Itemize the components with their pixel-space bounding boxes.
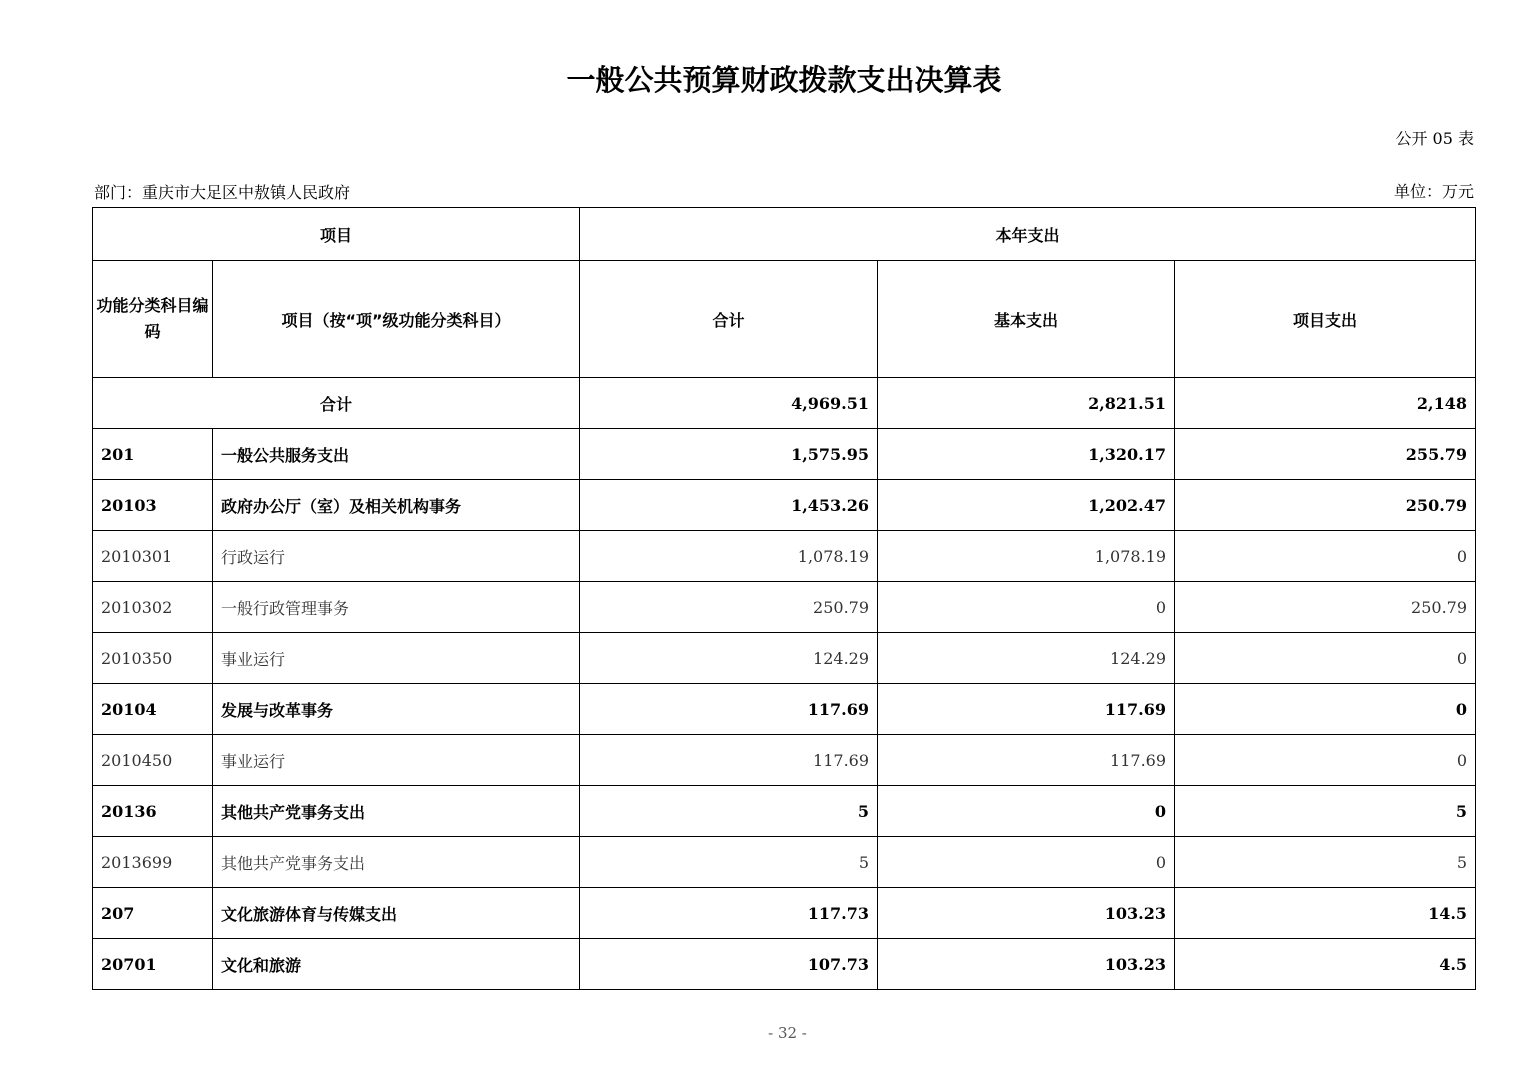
row-name: 一般行政管理事务	[213, 582, 580, 633]
table-row	[93, 429, 1476, 480]
row-project: 5	[1175, 786, 1476, 837]
table-row	[93, 786, 1476, 837]
row-basic: 1,202.47	[878, 480, 1175, 531]
row-basic: 0	[878, 582, 1175, 633]
header-project-expenditure: 项目支出	[1175, 261, 1476, 378]
total-basic: 2,821.51	[878, 378, 1175, 429]
row-total: 117.73	[580, 888, 878, 939]
total-label: 合计	[93, 378, 580, 429]
row-code: 201	[93, 429, 213, 480]
row-name: 一般公共服务支出	[213, 429, 580, 480]
row-name: 其他共产党事务支出	[213, 837, 580, 888]
row-name: 其他共产党事务支出	[213, 786, 580, 837]
row-name: 发展与改革事务	[213, 684, 580, 735]
row-total: 124.29	[580, 633, 878, 684]
row-name: 行政运行	[213, 531, 580, 582]
row-name: 政府办公厅（室）及相关机构事务	[213, 480, 580, 531]
total-project: 2,148	[1175, 378, 1476, 429]
row-total: 1,453.26	[580, 480, 878, 531]
row-basic: 0	[878, 837, 1175, 888]
row-name: 事业运行	[213, 633, 580, 684]
row-basic: 103.23	[878, 888, 1175, 939]
row-project: 250.79	[1175, 480, 1476, 531]
row-code: 2010450	[93, 735, 213, 786]
total-amount: 4,969.51	[580, 378, 878, 429]
header-total: 合计	[580, 261, 878, 378]
row-name: 事业运行	[213, 735, 580, 786]
form-number: 公开 05 表	[1395, 129, 1474, 148]
department-label: 部门：重庆市大足区中敖镇人民政府	[94, 183, 351, 202]
header-code: 功能分类科目编码	[93, 261, 213, 378]
row-code: 207	[93, 888, 213, 939]
header-row-1	[93, 208, 1476, 261]
row-project: 0	[1175, 531, 1476, 582]
unit-label: 单位：万元	[1393, 182, 1474, 201]
table-row	[93, 735, 1476, 786]
row-project: 14.5	[1175, 888, 1476, 939]
page-title: 一般公共预算财政拨款支出决算表	[566, 63, 1002, 97]
header-project: 项目	[93, 208, 580, 261]
row-total: 117.69	[580, 735, 878, 786]
row-total: 1,575.95	[580, 429, 878, 480]
row-basic: 1,320.17	[878, 429, 1175, 480]
row-project: 0	[1175, 684, 1476, 735]
table-row	[93, 888, 1476, 939]
row-code: 2010302	[93, 582, 213, 633]
row-code: 2010350	[93, 633, 213, 684]
row-basic: 0	[878, 786, 1175, 837]
table-row	[93, 837, 1476, 888]
row-name: 文化旅游体育与传媒支出	[213, 888, 580, 939]
table-row	[93, 582, 1476, 633]
row-code: 20103	[93, 480, 213, 531]
table-row	[93, 939, 1476, 990]
row-basic: 103.23	[878, 939, 1175, 990]
row-code: 20136	[93, 786, 213, 837]
table-row	[93, 531, 1476, 582]
row-project: 255.79	[1175, 429, 1476, 480]
row-total: 117.69	[580, 684, 878, 735]
table-row	[93, 633, 1476, 684]
row-code: 20104	[93, 684, 213, 735]
row-total: 5	[580, 837, 878, 888]
row-code: 2010301	[93, 531, 213, 582]
table-row	[93, 684, 1476, 735]
row-basic: 124.29	[878, 633, 1175, 684]
row-basic: 1,078.19	[878, 531, 1175, 582]
expenditure-table	[92, 207, 1476, 990]
header-item: 项目（按“项”级功能分类科目）	[213, 261, 580, 378]
row-name: 文化和旅游	[213, 939, 580, 990]
row-project: 4.5	[1175, 939, 1476, 990]
row-total: 1,078.19	[580, 531, 878, 582]
row-project: 0	[1175, 735, 1476, 786]
row-project: 0	[1175, 633, 1476, 684]
header-row-2	[93, 261, 1476, 378]
row-total: 250.79	[580, 582, 878, 633]
header-current-year: 本年支出	[580, 208, 1476, 261]
row-total: 107.73	[580, 939, 878, 990]
row-project: 250.79	[1175, 582, 1476, 633]
row-basic: 117.69	[878, 735, 1175, 786]
table-row	[93, 480, 1476, 531]
row-code: 2013699	[93, 837, 213, 888]
header-basic: 基本支出	[878, 261, 1175, 378]
row-project: 5	[1175, 837, 1476, 888]
row-basic: 117.69	[878, 684, 1175, 735]
page-number: - 32 -	[768, 1024, 807, 1042]
total-row	[93, 378, 1476, 429]
row-code: 20701	[93, 939, 213, 990]
row-total: 5	[580, 786, 878, 837]
